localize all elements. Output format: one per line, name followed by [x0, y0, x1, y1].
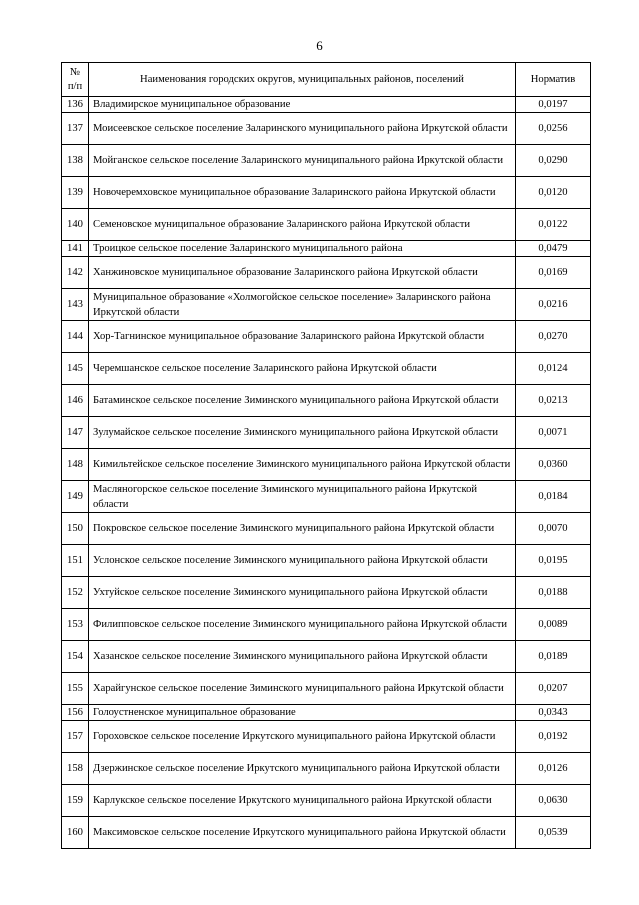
row-number: 136 — [62, 97, 89, 113]
row-number: 138 — [62, 145, 89, 177]
row-value: 0,0290 — [516, 145, 591, 177]
row-number: 137 — [62, 113, 89, 145]
row-name: Семеновское муниципальное образование Заларинского района Иркутской области — [89, 209, 516, 241]
table-row — [62, 753, 591, 785]
table-row — [62, 577, 591, 609]
row-value: 0,0124 — [516, 353, 591, 385]
row-value: 0,0360 — [516, 449, 591, 481]
row-name: Максимовское сельское поселение Иркутского муниципального района Иркутской области — [89, 817, 516, 849]
table-row — [62, 321, 591, 353]
row-number: 153 — [62, 609, 89, 641]
row-value: 0,0184 — [516, 481, 591, 513]
table-row — [62, 673, 591, 705]
row-name: Кимильтейское сельское поселение Зиминского муниципального района Иркутской области — [89, 449, 516, 481]
header-number-line2: п/п — [67, 80, 83, 92]
row-value: 0,0479 — [516, 241, 591, 257]
row-number: 154 — [62, 641, 89, 673]
row-number: 159 — [62, 785, 89, 817]
table-row — [62, 177, 591, 209]
row-value: 0,0188 — [516, 577, 591, 609]
row-value: 0,0189 — [516, 641, 591, 673]
table-row — [62, 209, 591, 241]
row-number: 145 — [62, 353, 89, 385]
row-number: 157 — [62, 721, 89, 753]
row-number: 146 — [62, 385, 89, 417]
row-number: 160 — [62, 817, 89, 849]
row-value: 0,0270 — [516, 321, 591, 353]
normative-table — [61, 62, 591, 849]
header-name: Наименования городских округов, муниципальных районов, поселений — [89, 63, 516, 97]
row-name: Гороховское сельское поселение Иркутского муниципального района Иркутской области — [89, 721, 516, 753]
table-row — [62, 721, 591, 753]
row-name: Дзержинское сельское поселение Иркутского муниципального района Иркутской области — [89, 753, 516, 785]
row-number: 150 — [62, 513, 89, 545]
row-value: 0,0195 — [516, 545, 591, 577]
row-name: Покровское сельское поселение Зиминского муниципального района Иркутской области — [89, 513, 516, 545]
table-row — [62, 385, 591, 417]
table-row — [62, 417, 591, 449]
header-value: Норматив — [516, 63, 591, 97]
row-value: 0,0343 — [516, 705, 591, 721]
row-number: 156 — [62, 705, 89, 721]
row-value: 0,0120 — [516, 177, 591, 209]
row-value: 0,0169 — [516, 257, 591, 289]
row-number: 149 — [62, 481, 89, 513]
row-number: 141 — [62, 241, 89, 257]
header-number-line1: № — [69, 66, 81, 78]
row-name: Мойганское сельское поселение Заларинского муниципального района Иркутской области — [89, 145, 516, 177]
table-row — [62, 817, 591, 849]
row-value: 0,0539 — [516, 817, 591, 849]
table-row — [62, 241, 591, 257]
row-number: 152 — [62, 577, 89, 609]
table-row — [62, 113, 591, 145]
row-number: 151 — [62, 545, 89, 577]
row-name: Масляногорское сельское поселение Зиминского муниципального района Иркутской области — [89, 481, 516, 513]
row-value: 0,0213 — [516, 385, 591, 417]
table-row — [62, 609, 591, 641]
table-row — [62, 513, 591, 545]
row-number: 147 — [62, 417, 89, 449]
table-row — [62, 641, 591, 673]
row-value: 0,0207 — [516, 673, 591, 705]
row-name: Филипповское сельское поселение Зиминского муниципального района Иркутской области — [89, 609, 516, 641]
row-number: 139 — [62, 177, 89, 209]
table-row — [62, 449, 591, 481]
row-name: Троицкое сельское поселение Заларинского муниципального района — [89, 241, 516, 257]
row-value: 0,0070 — [516, 513, 591, 545]
row-name: Владимирское муниципальное образование — [89, 97, 516, 113]
row-name: Черемшанское сельское поселение Заларинского района Иркутской области — [89, 353, 516, 385]
row-value: 0,0197 — [516, 97, 591, 113]
row-value: 0,0126 — [516, 753, 591, 785]
table-body — [62, 97, 591, 849]
row-number: 155 — [62, 673, 89, 705]
row-name: Харайгунское сельское поселение Зиминского муниципального района Иркутской области — [89, 673, 516, 705]
row-number: 148 — [62, 449, 89, 481]
row-number: 143 — [62, 289, 89, 321]
table-row — [62, 785, 591, 817]
table-row — [62, 97, 591, 113]
page-number: 6 — [316, 38, 323, 53]
row-number: 158 — [62, 753, 89, 785]
table-row — [62, 545, 591, 577]
row-name: Голоустненское муниципальное образование — [89, 705, 516, 721]
row-number: 140 — [62, 209, 89, 241]
row-name: Муниципальное образование «Холмогойское сельское поселение» Заларинского района Иркутской области — [89, 289, 516, 321]
row-name: Зулумайское сельское поселение Зиминского муниципального района Иркутской области — [89, 417, 516, 449]
table-row — [62, 705, 591, 721]
table-row — [62, 257, 591, 289]
row-name: Моисеевское сельское поселение Заларинского муниципального района Иркутской области — [89, 113, 516, 145]
row-name: Хор-Тагнинское муниципальное образование Заларинского района Иркутской области — [89, 321, 516, 353]
row-value: 0,0192 — [516, 721, 591, 753]
row-value: 0,0630 — [516, 785, 591, 817]
table-row — [62, 353, 591, 385]
row-name: Карлукское сельское поселение Иркутского муниципального района Иркутской области — [89, 785, 516, 817]
header-number — [62, 63, 89, 97]
row-name: Новочеремховское муниципальное образование Заларинского района Иркутской области — [89, 177, 516, 209]
table-row — [62, 289, 591, 321]
row-name: Хазанское сельское поселение Зиминского муниципального района Иркутской области — [89, 641, 516, 673]
table-row — [62, 481, 591, 513]
table-row — [62, 145, 591, 177]
row-name: Батаминское сельское поселение Зиминского муниципального района Иркутской области — [89, 385, 516, 417]
row-number: 142 — [62, 257, 89, 289]
row-name: Ухтуйское сельское поселение Зиминского муниципального района Иркутской области — [89, 577, 516, 609]
row-number: 144 — [62, 321, 89, 353]
row-value: 0,0071 — [516, 417, 591, 449]
row-name: Ханжиновское муниципальное образование Заларинского района Иркутской области — [89, 257, 516, 289]
table-header-row — [62, 63, 591, 97]
row-name: Услонское сельское поселение Зиминского муниципального района Иркутской области — [89, 545, 516, 577]
row-value: 0,0216 — [516, 289, 591, 321]
row-value: 0,0256 — [516, 113, 591, 145]
row-value: 0,0122 — [516, 209, 591, 241]
row-value: 0,0089 — [516, 609, 591, 641]
